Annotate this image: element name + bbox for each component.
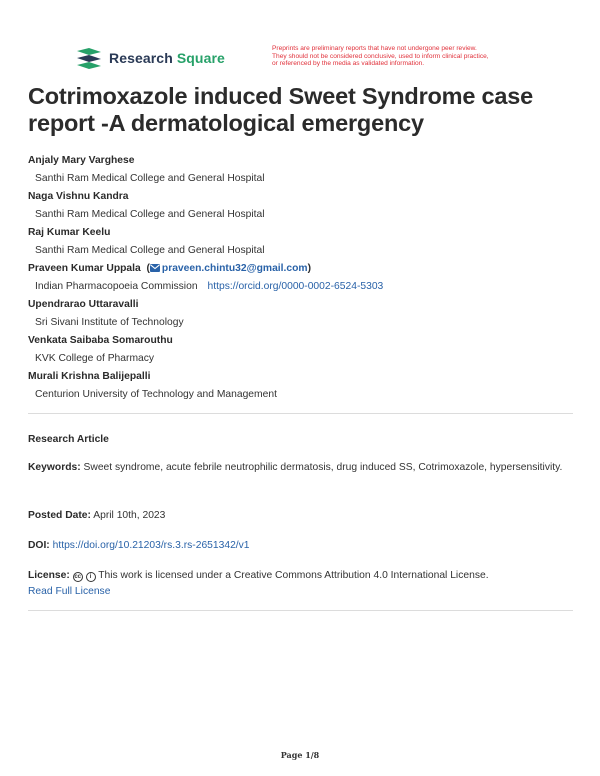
orcid-link[interactable]: https://orcid.org/0000-0002-6524-5303 [207, 281, 384, 292]
author-entry [28, 154, 588, 190]
author-entry [28, 334, 588, 370]
cc-by-icon: i [86, 572, 96, 582]
author-name: Upendrarao Uttaravalli [28, 299, 139, 310]
author-name: Raj Kumar Keelu [28, 227, 111, 238]
disclaimer-line: or referenced by the media as validated information. [272, 60, 425, 68]
author-entry [28, 370, 588, 406]
author-list [28, 154, 588, 406]
author-entry [28, 190, 588, 226]
keywords [28, 460, 573, 476]
author-entry [28, 298, 588, 334]
research-square-logo[interactable] [75, 47, 225, 69]
author-name: Praveen Kumar Uppala [28, 263, 141, 274]
author-name: Venkata Saibaba Somarouthu [28, 335, 173, 346]
disclaimer-line: Preprints are preliminary reports that have not undergone peer review. [272, 45, 477, 52]
author-name-corresponding: Praveen Kumar Uppala ( praveen.chintu32@gmail.com) [28, 263, 312, 274]
license [28, 568, 573, 600]
logo-word-square: Square [176, 50, 225, 66]
article-type: Research Article [28, 434, 109, 445]
envelope-icon [150, 264, 160, 272]
posted-date [28, 508, 573, 524]
author-affiliation: Santhi Ram Medical College and General Hospital [35, 209, 265, 220]
author-entry-corresponding [28, 262, 588, 298]
author-affiliation: Sri Sivani Institute of Technology [35, 317, 184, 328]
keywords-label: Keywords: [28, 462, 81, 473]
posted-date-label: Posted Date: [28, 510, 91, 521]
author-affiliation: Santhi Ram Medical College and General Hospital [35, 173, 265, 184]
divider [28, 610, 573, 611]
author-name: Murali Krishna Balijepalli [28, 371, 151, 382]
read-full-license-link[interactable]: Read Full License [28, 586, 111, 597]
license-text: This work is licensed under a Creative Commons Attribution 4.0 International License. [98, 570, 489, 581]
author-name: Anjaly Mary Varghese [28, 155, 135, 166]
author-affiliation-line [28, 280, 588, 293]
author-name: Naga Vishnu Kandra [28, 191, 129, 202]
divider [28, 413, 573, 414]
author-affiliation: Centurion University of Technology and Management [35, 389, 277, 400]
author-email-link[interactable]: praveen.chintu32@gmail.com [161, 263, 308, 274]
doi [28, 538, 573, 554]
research-square-logo-icon [75, 47, 103, 69]
disclaimer-line: They should not be considered conclusive, used to inform clinical practice, [272, 52, 489, 60]
author-affiliation: Indian Pharmacopoeia Commission [35, 281, 198, 292]
keywords-value: Sweet syndrome, acute febrile neutrophilic dermatosis, drug induced SS, Cotrimoxazole, hypersensitivity. [83, 462, 563, 473]
author-affiliation: Santhi Ram Medical College and General Hospital [35, 245, 265, 256]
logo-word-research: Research [109, 50, 173, 66]
doi-label: DOI: [28, 540, 50, 551]
author-affiliation: KVK College of Pharmacy [35, 353, 155, 364]
paper-title: Cotrimoxazole induced Sweet Syndrome case report -A dermatological emergency [28, 83, 534, 136]
logo-text [109, 50, 225, 66]
page-number: Page 1/8 [280, 750, 320, 760]
preprint-disclaimer [272, 45, 542, 68]
doi-link[interactable]: https://doi.org/10.21203/rs.3.rs-2651342/v1 [52, 540, 250, 551]
cc-icon: cc [74, 574, 81, 580]
license-label: License: [28, 570, 70, 581]
posted-date-value: April 10th, 2023 [93, 510, 166, 521]
author-entry [28, 226, 588, 262]
